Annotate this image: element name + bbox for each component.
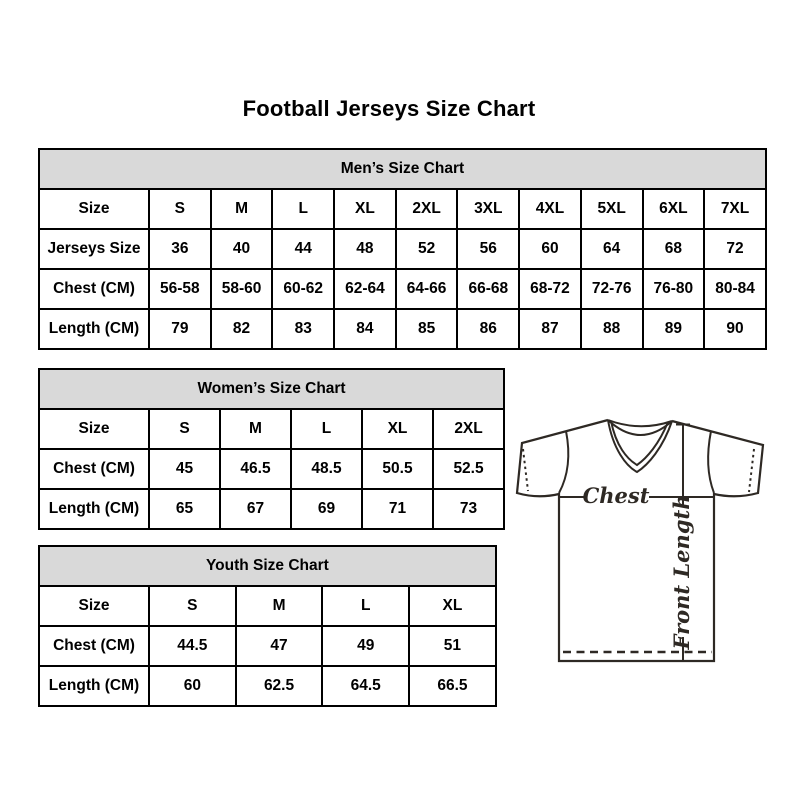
cell: 44 bbox=[272, 229, 334, 269]
cell: 44.5 bbox=[149, 626, 236, 666]
table-row bbox=[39, 449, 504, 489]
column-header: S bbox=[149, 586, 236, 626]
table-row bbox=[39, 489, 504, 529]
womens-size-chart-table bbox=[38, 368, 505, 530]
table-row bbox=[39, 309, 766, 349]
table-row bbox=[39, 626, 496, 666]
column-header: S bbox=[149, 409, 220, 449]
cell: 68-72 bbox=[519, 269, 581, 309]
womens-chart-title: Women’s Size Chart bbox=[39, 369, 504, 409]
row-label: Length (CM) bbox=[39, 489, 149, 529]
cell: 73 bbox=[433, 489, 504, 529]
cell: 64.5 bbox=[322, 666, 409, 706]
column-header-row bbox=[39, 409, 504, 449]
column-header-row bbox=[39, 189, 766, 229]
jersey-outline bbox=[517, 420, 763, 661]
cell: 67 bbox=[220, 489, 291, 529]
cell: 62.5 bbox=[236, 666, 323, 706]
cell: 47 bbox=[236, 626, 323, 666]
cell: 64-66 bbox=[396, 269, 458, 309]
cell: 64 bbox=[581, 229, 643, 269]
cell: 85 bbox=[396, 309, 458, 349]
column-header: L bbox=[322, 586, 409, 626]
row-label: Chest (CM) bbox=[39, 626, 149, 666]
column-header: 3XL bbox=[457, 189, 519, 229]
column-header: 5XL bbox=[581, 189, 643, 229]
cell: 60 bbox=[149, 666, 236, 706]
cell: 86 bbox=[457, 309, 519, 349]
collar-top-line bbox=[608, 420, 672, 426]
column-header: 4XL bbox=[519, 189, 581, 229]
column-header: M bbox=[236, 586, 323, 626]
page-title: Football Jerseys Size Chart bbox=[242, 96, 536, 121]
column-header: Size bbox=[39, 189, 149, 229]
cell: 87 bbox=[519, 309, 581, 349]
front-length-label: Front Length bbox=[669, 494, 694, 650]
cell: 58-60 bbox=[211, 269, 273, 309]
cell: 71 bbox=[362, 489, 433, 529]
cell: 52.5 bbox=[433, 449, 504, 489]
cell: 45 bbox=[149, 449, 220, 489]
cell: 56-58 bbox=[149, 269, 211, 309]
column-header: S bbox=[149, 189, 211, 229]
cell: 60-62 bbox=[272, 269, 334, 309]
mens-size-chart-table bbox=[38, 148, 767, 350]
table-row bbox=[39, 269, 766, 309]
column-header: L bbox=[272, 189, 334, 229]
cell: 80-84 bbox=[704, 269, 766, 309]
cell: 82 bbox=[211, 309, 273, 349]
cell: 46.5 bbox=[220, 449, 291, 489]
column-header: M bbox=[220, 409, 291, 449]
column-header: XL bbox=[362, 409, 433, 449]
cell: 62-64 bbox=[334, 269, 396, 309]
column-header-row bbox=[39, 586, 496, 626]
chest-label: Chest bbox=[582, 483, 650, 508]
row-label: Length (CM) bbox=[39, 309, 149, 349]
cell: 48 bbox=[334, 229, 396, 269]
column-header: 2XL bbox=[433, 409, 504, 449]
right-armhole-seam bbox=[708, 431, 714, 493]
cell: 66-68 bbox=[457, 269, 519, 309]
cell: 40 bbox=[211, 229, 273, 269]
table-title-row bbox=[39, 546, 496, 586]
column-header: 7XL bbox=[704, 189, 766, 229]
cell: 60 bbox=[519, 229, 581, 269]
cell: 50.5 bbox=[362, 449, 433, 489]
row-label: Chest (CM) bbox=[39, 269, 149, 309]
column-header: XL bbox=[409, 586, 496, 626]
cell: 79 bbox=[149, 309, 211, 349]
table-title-row bbox=[39, 149, 766, 189]
row-label: Length (CM) bbox=[39, 666, 149, 706]
column-header: L bbox=[291, 409, 362, 449]
column-header: 2XL bbox=[396, 189, 458, 229]
table-row bbox=[39, 666, 496, 706]
cell: 36 bbox=[149, 229, 211, 269]
left-armhole-seam bbox=[559, 431, 568, 493]
column-header: 6XL bbox=[643, 189, 705, 229]
youth-chart-title: Youth Size Chart bbox=[39, 546, 496, 586]
cell: 88 bbox=[581, 309, 643, 349]
column-header: M bbox=[211, 189, 273, 229]
cell: 90 bbox=[704, 309, 766, 349]
left-sleeve-stitch-line bbox=[523, 449, 528, 491]
cell: 49 bbox=[322, 626, 409, 666]
cell: 68 bbox=[643, 229, 705, 269]
column-header: Size bbox=[39, 409, 149, 449]
cell: 76-80 bbox=[643, 269, 705, 309]
cell: 83 bbox=[272, 309, 334, 349]
column-header: XL bbox=[334, 189, 396, 229]
cell: 89 bbox=[643, 309, 705, 349]
cell: 66.5 bbox=[409, 666, 496, 706]
jersey-measurement-diagram bbox=[500, 405, 770, 675]
right-sleeve-stitch-line bbox=[749, 449, 754, 492]
row-label: Jerseys Size bbox=[39, 229, 149, 269]
youth-size-chart-table bbox=[38, 545, 497, 707]
table-title-row bbox=[39, 369, 504, 409]
cell: 72-76 bbox=[581, 269, 643, 309]
cell: 84 bbox=[334, 309, 396, 349]
table-row bbox=[39, 229, 766, 269]
row-label: Chest (CM) bbox=[39, 449, 149, 489]
cell: 56 bbox=[457, 229, 519, 269]
cell: 52 bbox=[396, 229, 458, 269]
cell: 69 bbox=[291, 489, 362, 529]
cell: 48.5 bbox=[291, 449, 362, 489]
cell: 72 bbox=[704, 229, 766, 269]
mens-chart-title: Men’s Size Chart bbox=[39, 149, 766, 189]
column-header: Size bbox=[39, 586, 149, 626]
cell: 51 bbox=[409, 626, 496, 666]
cell: 65 bbox=[149, 489, 220, 529]
